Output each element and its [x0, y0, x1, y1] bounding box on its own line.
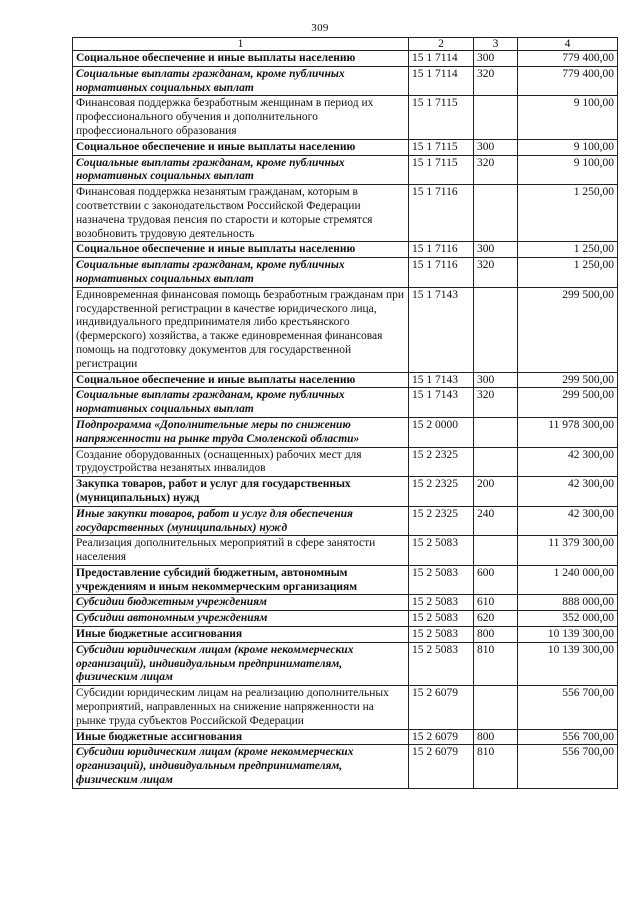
table-row: [73, 611, 618, 627]
column-number-3: 3: [474, 38, 518, 51]
row-code-cell: 15 2 2325: [409, 477, 474, 507]
row-name-cell: Социальное обеспечение и иные выплаты населению: [73, 372, 409, 388]
row-code-cell: 15 2 5083: [409, 627, 474, 643]
row-amount-cell: 9 100,00: [518, 96, 618, 139]
table-row: [73, 96, 618, 139]
table-row: [73, 447, 618, 477]
row-code-cell: 15 1 7143: [409, 372, 474, 388]
row-amount-cell: 556 700,00: [518, 686, 618, 729]
row-amount-cell: 299 500,00: [518, 287, 618, 372]
row-name-cell: Субсидии юридическим лицам (кроме некоммерческих организаций), индивидуальным предпринимателям, физическим лицам: [73, 642, 409, 685]
table-row: [73, 417, 618, 447]
table-row: [73, 287, 618, 372]
row-code-cell: 15 2 5083: [409, 611, 474, 627]
row-name-cell: Социальные выплаты гражданам, кроме публичных нормативных социальных выплат: [73, 66, 409, 96]
table-row: [73, 627, 618, 643]
row-name-cell: Финансовая поддержка незанятым гражданам, которым в соответствии с законодательством Российской Федерации назначена трудовая пенсия по старости и которые стремятся возобновить трудовую деятельность: [73, 185, 409, 242]
row-type-cell: [474, 536, 518, 566]
row-type-cell: 810: [474, 642, 518, 685]
row-code-cell: 15 2 5083: [409, 642, 474, 685]
row-name-cell: Единовременная финансовая помощь безработным гражданам при государственной регистрации в качестве юридического лица, индивидуального предпринимателя либо крестьянского (фермерского) хозяйства, а также единовременная финансовая помощь на подготовку документов для государственной регистрации: [73, 287, 409, 372]
row-type-cell: 320: [474, 258, 518, 288]
row-amount-cell: 10 139 300,00: [518, 627, 618, 643]
row-code-cell: 15 2 5083: [409, 595, 474, 611]
row-amount-cell: 352 000,00: [518, 611, 618, 627]
row-code-cell: 15 1 7115: [409, 155, 474, 185]
row-name-cell: Социальное обеспечение и иные выплаты населению: [73, 139, 409, 155]
row-type-cell: 240: [474, 506, 518, 536]
row-amount-cell: 1 250,00: [518, 258, 618, 288]
row-type-cell: [474, 185, 518, 242]
column-number-1: 1: [73, 38, 409, 51]
row-name-cell: Иные закупки товаров, работ и услуг для обеспечения государственных (муниципальных) нужд: [73, 506, 409, 536]
row-code-cell: 15 2 6079: [409, 745, 474, 788]
budget-table: [72, 37, 618, 789]
row-amount-cell: 11 978 300,00: [518, 417, 618, 447]
row-code-cell: 15 2 6079: [409, 729, 474, 745]
table-row: [73, 729, 618, 745]
table-row: [73, 686, 618, 729]
row-name-cell: Создание оборудованных (оснащенных) рабочих мест для трудоустройства незанятых инвалидов: [73, 447, 409, 477]
row-amount-cell: 556 700,00: [518, 729, 618, 745]
row-name-cell: Иные бюджетные ассигнования: [73, 729, 409, 745]
row-type-cell: 610: [474, 595, 518, 611]
row-name-cell: Предоставление субсидий бюджетным, автономным учреждениям и иным некоммерческим организациям: [73, 565, 409, 595]
row-amount-cell: 299 500,00: [518, 388, 618, 418]
row-type-cell: 810: [474, 745, 518, 788]
row-name-cell: Субсидии юридическим лицам (кроме некоммерческих организаций), индивидуальным предпринимателям, физическим лицам: [73, 745, 409, 788]
row-type-cell: 300: [474, 242, 518, 258]
table-row: [73, 372, 618, 388]
row-name-cell: Подпрограмма «Дополнительные меры по снижению напряженности на рынке труда Смоленской области»: [73, 417, 409, 447]
row-name-cell: Субсидии автономным учреждениям: [73, 611, 409, 627]
row-amount-cell: 1 240 000,00: [518, 565, 618, 595]
row-name-cell: Субсидии бюджетным учреждениям: [73, 595, 409, 611]
column-number-2: 2: [409, 38, 474, 51]
row-code-cell: 15 2 0000: [409, 417, 474, 447]
row-code-cell: 15 2 6079: [409, 686, 474, 729]
row-type-cell: 600: [474, 565, 518, 595]
row-type-cell: 200: [474, 477, 518, 507]
row-type-cell: [474, 447, 518, 477]
row-amount-cell: 42 300,00: [518, 447, 618, 477]
row-name-cell: Социальные выплаты гражданам, кроме публичных нормативных социальных выплат: [73, 388, 409, 418]
row-amount-cell: 42 300,00: [518, 477, 618, 507]
row-amount-cell: 888 000,00: [518, 595, 618, 611]
row-amount-cell: 10 139 300,00: [518, 642, 618, 685]
table-row: [73, 388, 618, 418]
row-type-cell: 620: [474, 611, 518, 627]
row-amount-cell: 42 300,00: [518, 506, 618, 536]
row-type-cell: 800: [474, 627, 518, 643]
row-code-cell: 15 1 7116: [409, 185, 474, 242]
table-row: [73, 506, 618, 536]
table-row: [73, 477, 618, 507]
page-number: 309: [311, 22, 329, 34]
column-number-4: 4: [518, 38, 618, 51]
table-row: [73, 155, 618, 185]
row-type-cell: 320: [474, 388, 518, 418]
row-amount-cell: 556 700,00: [518, 745, 618, 788]
row-code-cell: 15 1 7116: [409, 242, 474, 258]
row-amount-cell: 779 400,00: [518, 51, 618, 67]
table-row: [73, 242, 618, 258]
row-name-cell: Иные бюджетные ассигнования: [73, 627, 409, 643]
row-amount-cell: 299 500,00: [518, 372, 618, 388]
row-code-cell: 15 2 5083: [409, 536, 474, 566]
row-name-cell: Финансовая поддержка безработным женщинам в период их профессионального обучения и дополнительного профессионального образования: [73, 96, 409, 139]
table-row: [73, 595, 618, 611]
budget-table-body: [73, 38, 618, 789]
table-row: [73, 139, 618, 155]
row-code-cell: 15 1 7114: [409, 51, 474, 67]
row-amount-cell: 779 400,00: [518, 66, 618, 96]
row-amount-cell: 9 100,00: [518, 155, 618, 185]
row-type-cell: 300: [474, 51, 518, 67]
row-type-cell: 300: [474, 139, 518, 155]
row-code-cell: 15 1 7114: [409, 66, 474, 96]
row-code-cell: 15 1 7116: [409, 258, 474, 288]
table-row: [73, 745, 618, 788]
row-code-cell: 15 1 7143: [409, 388, 474, 418]
row-code-cell: 15 2 5083: [409, 565, 474, 595]
row-type-cell: 300: [474, 372, 518, 388]
table-row: [73, 51, 618, 67]
row-name-cell: Социальное обеспечение и иные выплаты населению: [73, 51, 409, 67]
column-number-row: [73, 38, 618, 51]
row-type-cell: [474, 287, 518, 372]
row-type-cell: 320: [474, 155, 518, 185]
row-code-cell: 15 2 2325: [409, 506, 474, 536]
row-name-cell: Закупка товаров, работ и услуг для государственных (муниципальных) нужд: [73, 477, 409, 507]
row-name-cell: Социальное обеспечение и иные выплаты населению: [73, 242, 409, 258]
row-code-cell: 15 2 2325: [409, 447, 474, 477]
row-type-cell: 800: [474, 729, 518, 745]
row-code-cell: 15 1 7115: [409, 139, 474, 155]
row-type-cell: [474, 417, 518, 447]
row-amount-cell: 11 379 300,00: [518, 536, 618, 566]
row-code-cell: 15 1 7115: [409, 96, 474, 139]
row-amount-cell: 1 250,00: [518, 242, 618, 258]
row-type-cell: [474, 686, 518, 729]
row-name-cell: Социальные выплаты гражданам, кроме публичных нормативных социальных выплат: [73, 258, 409, 288]
row-amount-cell: 9 100,00: [518, 139, 618, 155]
row-type-cell: [474, 96, 518, 139]
table-row: [73, 642, 618, 685]
row-name-cell: Реализация дополнительных мероприятий в сфере занятости населения: [73, 536, 409, 566]
table-row: [73, 66, 618, 96]
row-code-cell: 15 1 7143: [409, 287, 474, 372]
row-type-cell: 320: [474, 66, 518, 96]
table-row: [73, 536, 618, 566]
table-row: [73, 185, 618, 242]
row-name-cell: Субсидии юридическим лицам на реализацию дополнительных мероприятий, направленных на снижение напряженности на рынке труда субъектов Российской Федерации: [73, 686, 409, 729]
row-name-cell: Социальные выплаты гражданам, кроме публичных нормативных социальных выплат: [73, 155, 409, 185]
table-row: [73, 258, 618, 288]
table-row: [73, 565, 618, 595]
row-amount-cell: 1 250,00: [518, 185, 618, 242]
